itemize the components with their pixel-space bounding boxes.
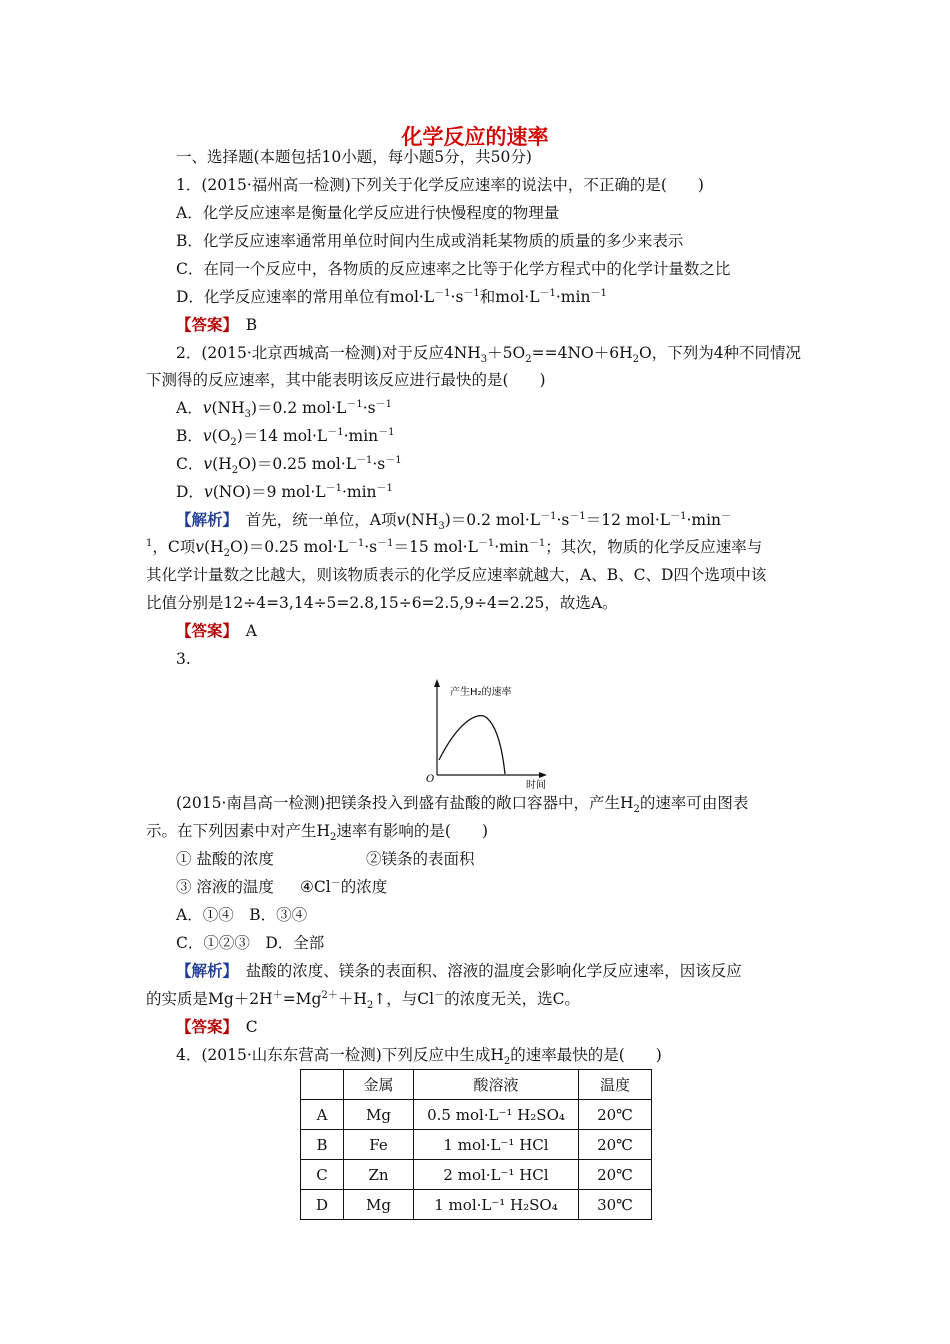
- q2-analysis-line1: 【解析】 首先，统一单位，A项$v(NH_3)=0.2$ $mol\cdot L^{-1}\cdot s^{-1}=12$ $mol\cdot L^{-1}\cdot\min^-$: [176, 510, 732, 533]
- q1-option-b: B．化学反应速率通常用单位时间内生成或消耗某物质的质量的多少来表示: [176, 232, 684, 250]
- table-cell: 20℃: [579, 1130, 652, 1160]
- q1-option-d: D．化学反应速率的常用单位有$mol\cdot L^{-1}\cdot s^{-1}$和$mol\cdot L^{-1}\cdot\min^{-1}$: [176, 287, 607, 306]
- x-axis-label: 时间: [526, 780, 546, 791]
- answer-tag: 【答案】: [176, 1017, 231, 1036]
- table-cell: B: [301, 1130, 344, 1160]
- q1-stem: 1．(2015·福州高一检测)下列关于化学反应速率的说法中，不正确的是( ): [176, 176, 704, 194]
- q2-stem-line2: 下测得的反应速率，其中能表明该反应进行最快的是( ): [146, 371, 546, 389]
- section-heading: 一、选择题(本题包括10小题，每小题5分，共50分): [176, 148, 532, 166]
- q2-answer: 【答案】 A: [176, 621, 257, 640]
- table-header-cell: 金属: [344, 1070, 414, 1100]
- analysis-tag: 【解析】: [176, 510, 231, 529]
- analysis-tag: 【解析】: [176, 961, 231, 980]
- q3-analysis-line2: 的实质是$Mg+2H^+=Mg^{2+}+H_2↑$，与Cl－的浓度无关，选C。: [146, 989, 580, 1012]
- table-row: [301, 1190, 652, 1220]
- q3-factor-2: ②镁条的表面积: [366, 850, 475, 868]
- q3-number: 3.: [176, 650, 191, 668]
- page-title: 化学反应的速率: [401, 125, 549, 149]
- answer-tag: 【答案】: [176, 621, 231, 640]
- q2-analysis-line2: 其化学计量数之比越大，则该物质表示的化学反应速率就越大，A、B、C、D四个选项中该: [146, 566, 767, 584]
- q3-options-cd: C．①②③ D．全部: [176, 934, 325, 952]
- q2-option-b: B．$v(O_2)=14$ $mol\cdot L^{-1}\cdot\min^{-1}$: [176, 426, 395, 449]
- table-cell: Fe: [344, 1130, 414, 1160]
- table-cell: C: [301, 1160, 344, 1190]
- table-cell: Mg: [344, 1100, 414, 1130]
- table-row: [301, 1130, 652, 1160]
- answer-tag: 【答案】: [176, 315, 231, 334]
- q3-options-ab: A．①④ B．③④: [176, 906, 308, 924]
- y-axis-arrow: [434, 679, 440, 687]
- y-axis-label: 产生H₂的速率: [450, 687, 512, 698]
- table-cell: 30℃: [579, 1190, 652, 1220]
- table-cell: Mg: [344, 1190, 414, 1220]
- q1-option-a: A．化学反应速率是衡量化学反应进行快慢程度的物理量: [176, 204, 560, 222]
- q3-factor-4: ④Cl－的浓度: [300, 877, 388, 896]
- q3-factor-3: ③ 溶液的温度: [176, 878, 274, 896]
- table-header-cell: 温度: [579, 1070, 652, 1100]
- q2-option-d: D．v(NO)＝9 $mol\cdot L^{-1}\cdot\min^{-1}$: [176, 482, 393, 501]
- origin-label: O: [426, 774, 435, 785]
- q3-stem-line2: 示。在下列因素中对产生$H_2$速率有影响的是( ): [146, 822, 489, 844]
- q2-analysis-line1b: $^1$，C项$v(H_2O)=0.25$ $mol\cdot L^{-1}\cdot s^{-1}=15$ $mol\cdot L^{-1}\cdot\min^{-1}$；其次，物质的化学反应速率与: [146, 537, 763, 560]
- x-axis-arrow: [539, 772, 547, 778]
- q2-analysis-line3: 比值分别是12÷4=3,14÷5=2.8,15÷6=2.5,9÷4=2.25，故选A。: [146, 594, 618, 612]
- table-header-cell: 酸溶液: [414, 1070, 579, 1100]
- table-row: [301, 1160, 652, 1190]
- q2-stem-line1: 2．(2015·北京西城高一检测)对于反应$4NH_3+5O_2==4NO+6H_2O$，下列为4种不同情况: [176, 344, 802, 366]
- table-cell: D: [301, 1190, 344, 1220]
- q3-factor-1: ① 盐酸的浓度: [176, 850, 274, 868]
- table-header-cell: [301, 1070, 344, 1100]
- q4-stem: 4．(2015·山东东营高一检测)下列反应中生成$H_2$的速率最快的是( ): [176, 1046, 662, 1068]
- q4-table: [300, 1069, 652, 1220]
- rate-curve: [439, 716, 505, 774]
- rate-time-graph: [402, 676, 562, 792]
- q1-answer: 【答案】 B: [176, 315, 258, 334]
- q2-option-c: C．$v(H_2O)=0.25$ $mol\cdot L^{-1}\cdot s^{-1}$: [176, 454, 402, 477]
- table-header-row: [301, 1070, 652, 1100]
- q1-option-c: C．在同一个反应中，各物质的反应速率之比等于化学方程式中的化学计量数之比: [176, 260, 731, 278]
- table-cell: Zn: [344, 1160, 414, 1190]
- table-cell: 1 mol·L⁻¹ HCl: [414, 1130, 579, 1160]
- table-cell: 20℃: [579, 1100, 652, 1130]
- table-cell: 2 mol·L⁻¹ HCl: [414, 1160, 579, 1190]
- table-cell: 1 mol·L⁻¹ H₂SO₄: [414, 1190, 579, 1220]
- q3-stem-line1: (2015·南昌高一检测)把镁条投入到盛有盐酸的敞口容器中，产生$H_2$的速率可由图表: [176, 794, 749, 816]
- q2-option-a: A．$v(NH_3)=0.2$ $mol\cdot L^{-1}\cdot s^{-1}$: [176, 398, 392, 421]
- table-cell: A: [301, 1100, 344, 1130]
- table-cell: 20℃: [579, 1160, 652, 1190]
- table-row: [301, 1100, 652, 1130]
- q3-answer: 【答案】 C: [176, 1017, 258, 1036]
- q3-analysis-line1: 【解析】 盐酸的浓度、镁条的表面积、溶液的温度会影响化学反应速率，因该反应: [176, 961, 742, 980]
- table-cell: 0.5 mol·L⁻¹ H₂SO₄: [414, 1100, 579, 1130]
